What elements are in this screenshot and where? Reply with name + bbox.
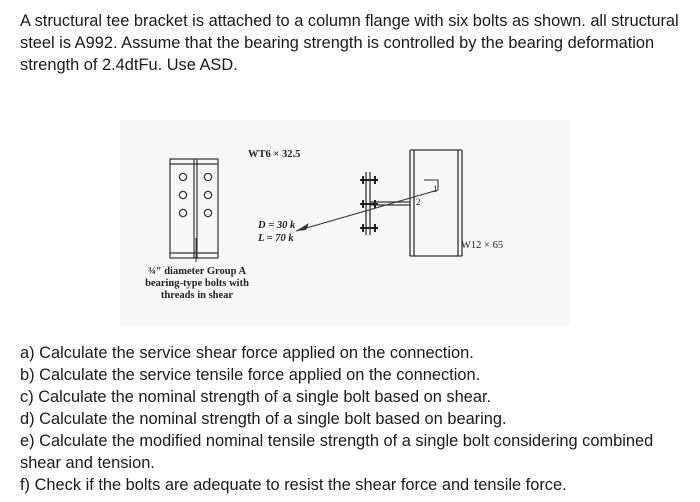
question-f: f) Check if the bolts are adequate to resist the shear force and tensile force. [20, 476, 567, 494]
bolt-description: ¾" diameter Group A bearing-type bolts with threads in shear [145, 266, 249, 301]
bolt-hole-icon [204, 209, 211, 216]
question-e: e) Calculate the modified nominal tensile strength of a single bolt considering combined shear and tension. [20, 432, 654, 472]
question-list [20, 342, 695, 496]
bolts-side-view [360, 176, 378, 232]
bolt-hole-icon [179, 209, 186, 216]
slope-vertical-label: 1 [433, 184, 438, 194]
question-c: c) Calculate the nominal strength of a single bolt based on shear. [20, 388, 492, 406]
load-arrow-icon [296, 223, 309, 231]
bolt-hole-icon [204, 173, 211, 180]
question-d: d) Calculate the nominal strength of a single bolt based on bearing. [20, 410, 507, 428]
bolt-hole-icon [179, 173, 186, 180]
bolt-group [179, 173, 211, 216]
bolt-hole-icon [179, 191, 186, 198]
slope-horizontal-label: 2 [416, 197, 421, 207]
question-a: a) Calculate the service shear force applied on the connection. [20, 344, 474, 362]
column-section-label: W12 × 65 [461, 240, 504, 251]
bolt-hole-icon [204, 191, 211, 198]
live-load-label: L = 70 k [258, 233, 294, 244]
dead-load-label: D = 30 k [258, 220, 296, 231]
problem-statement: A structural tee bracket is attached to a column flange with six bolts as shown. all structural steel is A992. Assume that the bearing strength is controlled by the bearing deformation strength of 2.4dtFu. Use ASD. [20, 12, 679, 74]
question-b: b) Calculate the service tensile force applied on the connection. [20, 366, 481, 384]
tee-section-label: WT6 × 32.5 [248, 149, 301, 160]
